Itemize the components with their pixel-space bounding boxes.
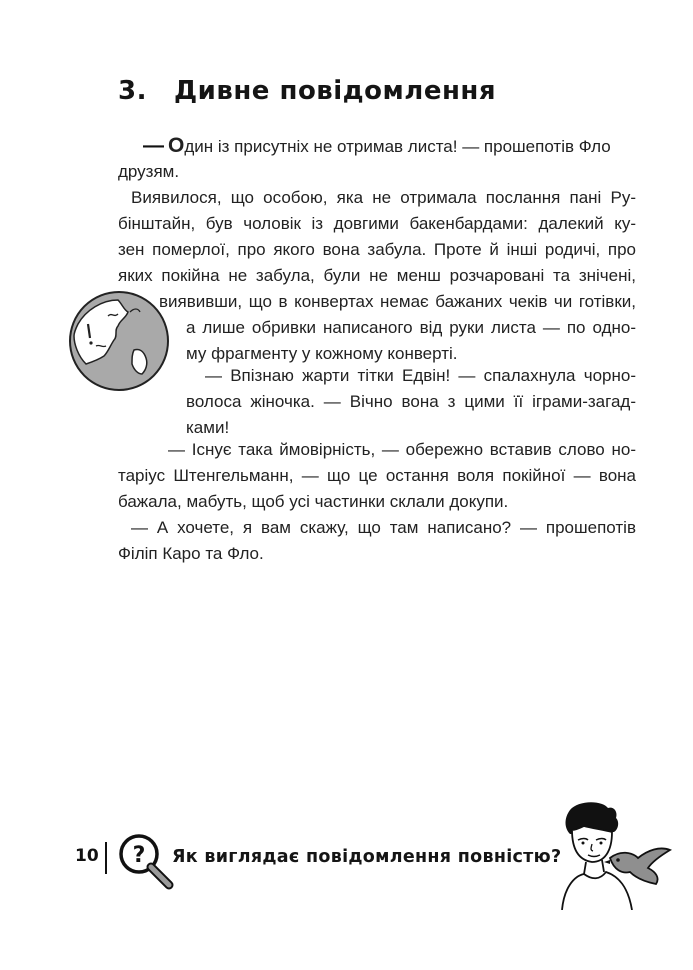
text-line: — А хочете, я вам скажу, що там написано? — прошепотів — [131, 518, 636, 537]
magnifier-question-icon — [115, 832, 177, 892]
chapter-number: 3. — [118, 76, 147, 106]
text-line: виявивши, що в конвертах немає бажаних чеків чи готівки, — [159, 292, 636, 311]
text-line: ками! — [186, 418, 230, 437]
text-line: бажала, мабуть, щоб усі частинки склали докупи. — [118, 492, 509, 511]
globe-illustration — [68, 290, 170, 392]
page-number: 10 — [75, 846, 99, 866]
text-line: друзям. — [118, 162, 180, 181]
text-line: Виявилося, що особою, яка не отримала послання пані Ру- — [131, 188, 636, 207]
text-line: му фрагменту у кожному конверті. — [186, 344, 458, 363]
text-line: — Існує така ймовірність, — обережно вставив слово но- — [168, 440, 636, 459]
text-line: волоса жіночка. — Вічно вона з цими її іграми-загад- — [186, 392, 636, 411]
svg-text:?: ? — [132, 843, 146, 868]
text-line: а лише обривки написаного від руки листа — по одно- — [186, 318, 636, 337]
text-line: зен померлої, про якого вона забула. Проте й інші родичі, про — [118, 240, 636, 259]
page-footer — [0, 800, 693, 970]
boy-with-pigeon-illustration — [548, 800, 688, 910]
chapter-title: Дивне повідомлення — [174, 76, 497, 106]
text-line — [143, 136, 611, 156]
text-line: Філіп Каро та Фло. — [118, 544, 264, 563]
text-line: яких покійна не забула, були не менш розчаровані та знічені, — [118, 266, 636, 285]
text-line: — Впізнаю жарти тітки Едвін! — спалахнула чорно- — [205, 366, 636, 385]
text-line: бінштайн, був чоловік із довгими бакенбардами: далекий ку- — [118, 214, 636, 233]
footer-divider — [105, 842, 107, 874]
drop-cap: — — [143, 134, 164, 157]
drop-cap-letter: О — [168, 134, 185, 157]
footer-question: Як виглядає повідомлення повністю? — [172, 847, 562, 867]
text-line: таріус Штенгельманн, — що це остання воля покійної — вона — [118, 466, 636, 485]
text-line-content: Один із присутніх не отримав листа! — прошепотів Фло — [168, 134, 611, 157]
